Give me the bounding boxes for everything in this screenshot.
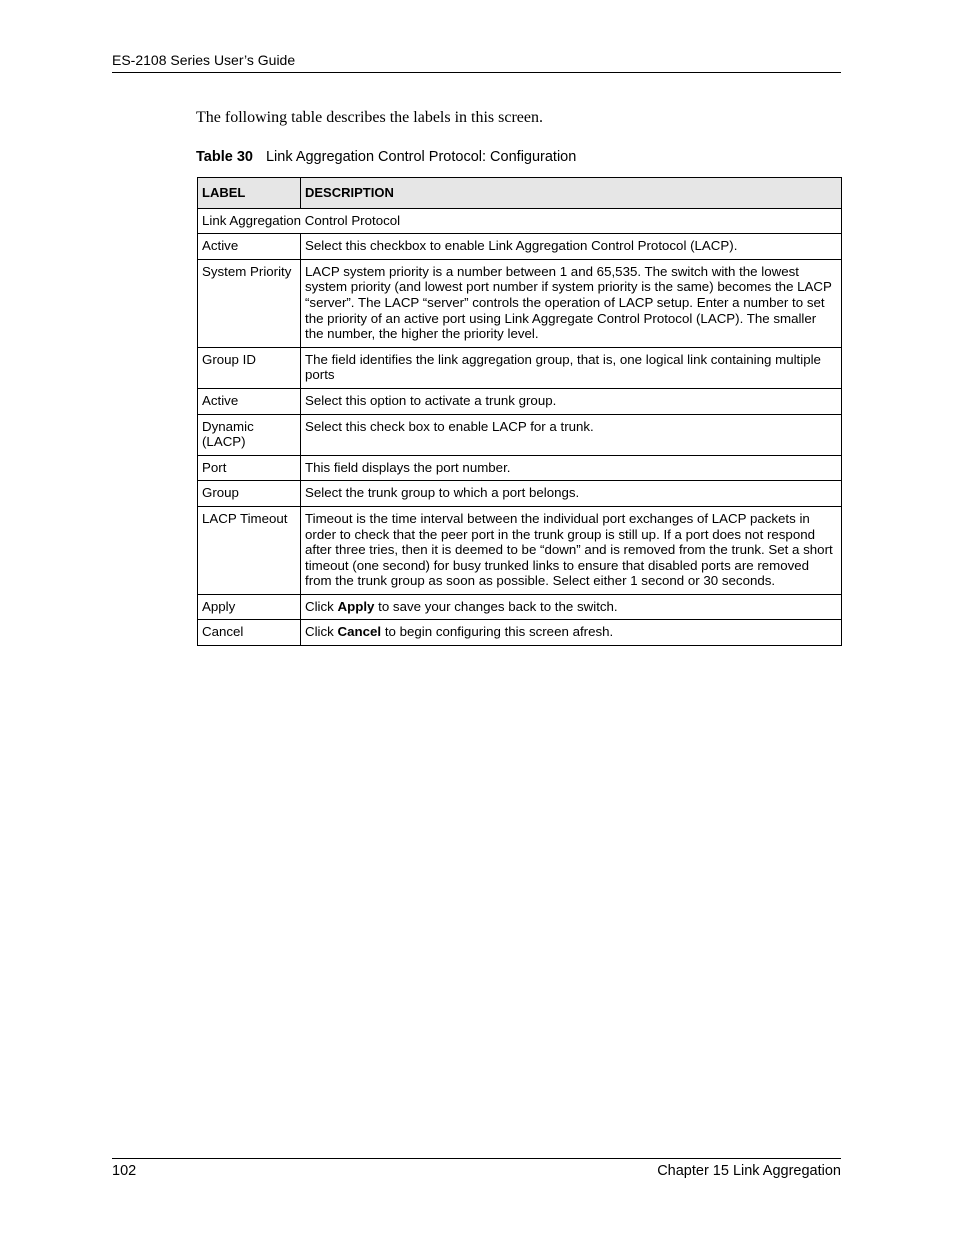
table-row (198, 347, 842, 388)
chapter-title: Chapter 15 Link Aggregation (657, 1163, 841, 1179)
desc-bold-term: Cancel (337, 624, 382, 640)
row-description: Select this option to activate a trunk group. (301, 388, 842, 414)
row-label: Active (198, 234, 301, 260)
row-label: Dynamic (LACP) (198, 414, 301, 455)
label-column-header: LABEL (198, 178, 301, 209)
description-column-header: DESCRIPTION (301, 178, 842, 209)
row-label: System Priority (198, 259, 301, 347)
section-row (198, 208, 842, 234)
table-row (198, 620, 842, 646)
row-label: Apply (198, 594, 301, 620)
desc-prefix: Click (305, 624, 338, 640)
row-description: The field identifies the link aggregation group, that is, one logical link containing multiple ports (301, 347, 842, 388)
row-label: Port (198, 455, 301, 481)
running-header (112, 52, 841, 73)
table-row (198, 506, 842, 594)
row-description: Select this checkbox to enable Link Aggregation Control Protocol (LACP). (301, 234, 842, 260)
running-footer (112, 1158, 841, 1180)
table-header-row (198, 178, 842, 209)
row-description: Select the trunk group to which a port belongs. (301, 481, 842, 507)
row-description: Timeout is the time interval between the individual port exchanges of LACP packets in order to check that the peer port in the trunk group is still up. If a port does not respond after three tries, then it is deemed to be “down” and is removed from the trunk. Set a short timeout (one second) for busy trunked links to ensure that disabled ports are removed from the trunk group as soon as possible. Select either 1 second or 30 seconds. (301, 506, 842, 594)
row-description: Select this check box to enable LACP for a trunk. (301, 414, 842, 455)
table-row (198, 414, 842, 455)
table-caption (196, 149, 576, 166)
row-label: Cancel (198, 620, 301, 646)
page-number: 102 (112, 1163, 137, 1179)
guide-title: ES-2108 Series User’s Guide (112, 52, 296, 68)
row-label: Group (198, 481, 301, 507)
label-description-table (197, 177, 842, 646)
desc-prefix: Click (305, 598, 338, 614)
table-row (198, 234, 842, 260)
table-row (198, 481, 842, 507)
table-row (198, 594, 842, 620)
row-description: This field displays the port number. (301, 455, 842, 481)
desc-bold-term: Apply (337, 598, 375, 614)
desc-suffix: to save your changes back to the switch. (374, 598, 618, 614)
row-label: LACP Timeout (198, 506, 301, 594)
table-row (198, 455, 842, 481)
table-title: Link Aggregation Control Protocol: Configuration (265, 149, 577, 165)
section-title: Link Aggregation Control Protocol (198, 208, 842, 234)
row-description: LACP system priority is a number between 1 and 65,535. The switch with the lowest system priority (and lowest port number if system priority is the same) becomes the LACP “server”. The LACP “server” controls the operation of LACP setup. Enter a number to set the priority of an active port using Link Aggregate Control Protocol (LACP). The smaller the number, the higher the priority level. (301, 259, 842, 347)
row-description (301, 620, 842, 646)
intro-paragraph: The following table describes the labels in this screen. (196, 109, 544, 126)
table-row (198, 259, 842, 347)
desc-suffix: to begin configuring this screen afresh. (381, 624, 614, 640)
table-row (198, 388, 842, 414)
row-label: Group ID (198, 347, 301, 388)
table-number: Table 30 (196, 149, 253, 165)
row-description (301, 594, 842, 620)
row-label: Active (198, 388, 301, 414)
